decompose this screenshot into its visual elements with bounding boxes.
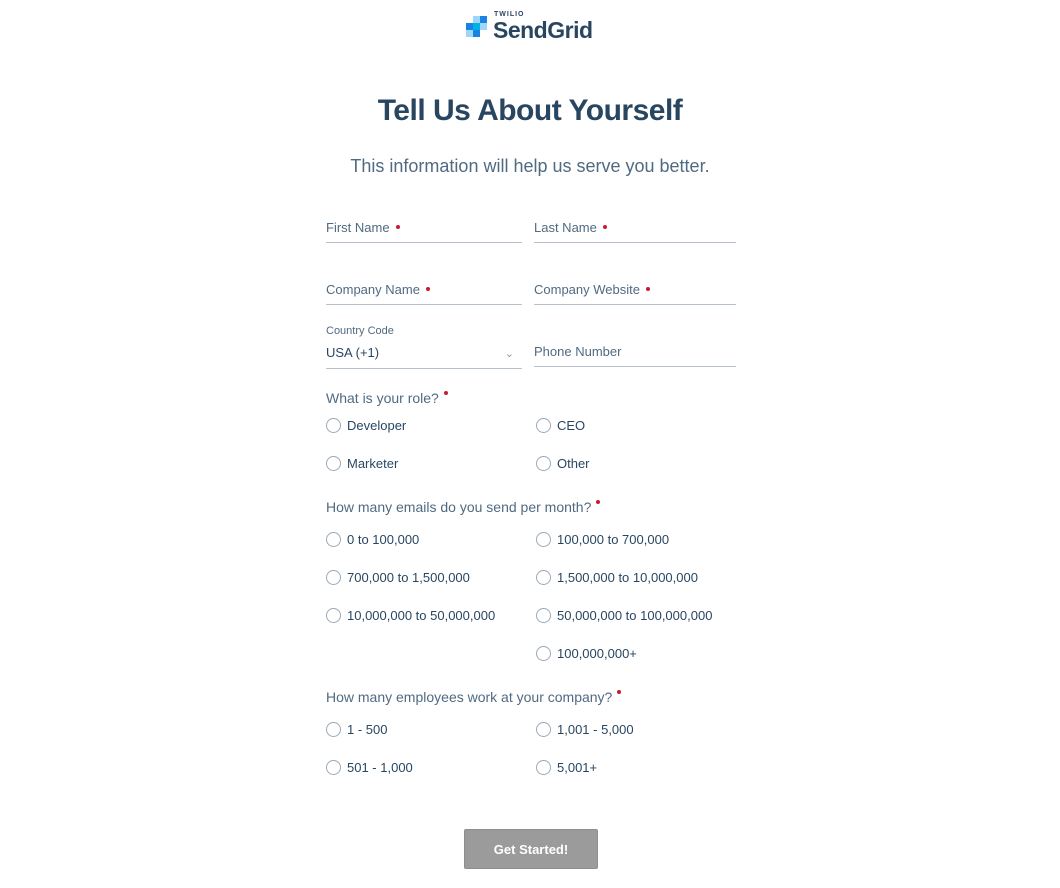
get-started-button[interactable]: Get Started! [464, 829, 598, 869]
required-indicator [646, 287, 650, 291]
radio-button[interactable] [326, 760, 341, 775]
radio-button[interactable] [536, 646, 551, 661]
role-option-ceo[interactable]: CEO [536, 416, 585, 434]
employees-option-1-500[interactable]: 1 - 500 [326, 720, 387, 738]
role-question: What is your role? [326, 390, 439, 406]
country-code-value: USA (+1) [326, 345, 380, 360]
required-indicator [444, 391, 448, 395]
employees-option-1001-5000[interactable]: 1,001 - 5,000 [536, 720, 634, 738]
company-name-field[interactable] [326, 276, 522, 305]
radio-button[interactable] [536, 608, 551, 623]
radio-button[interactable] [536, 418, 551, 433]
employees-question: How many employees work at your company? [326, 689, 613, 705]
page-subtitle: This information will help us serve you better. [350, 156, 710, 176]
first-name-label: First Name [326, 220, 390, 235]
emails-option-700k-1.5m[interactable]: 700,000 to 1,500,000 [326, 568, 470, 586]
sendgrid-logo-icon [466, 16, 488, 38]
radio-button[interactable] [536, 760, 551, 775]
radio-button[interactable] [536, 570, 551, 585]
company-website-field[interactable] [534, 276, 736, 305]
chevron-down-icon: ⌄ [504, 348, 514, 360]
country-code-label: Country Code [326, 325, 394, 337]
sendgrid-logo [466, 12, 598, 44]
last-name-label: Last Name [534, 220, 597, 235]
radio-button[interactable] [536, 722, 551, 737]
radio-button[interactable] [326, 608, 341, 623]
emails-option-100m-plus[interactable]: 100,000,000+ [536, 644, 637, 662]
logo-brand-text: SendGrid [493, 17, 593, 43]
role-option-other[interactable]: Other [536, 454, 590, 472]
logo-twilio-text: TWILIO [494, 11, 525, 18]
page-title: Tell Us About Yourself [377, 94, 683, 127]
country-code-select[interactable] [326, 325, 522, 369]
employees-option-501-1000[interactable]: 501 - 1,000 [326, 758, 413, 776]
radio-button[interactable] [326, 418, 341, 433]
employees-option-5001-plus[interactable]: 5,001+ [536, 758, 597, 776]
emails-option-10m-50m[interactable]: 10,000,000 to 50,000,000 [326, 606, 495, 624]
emails-option-100k-700k[interactable]: 100,000 to 700,000 [536, 530, 669, 548]
required-indicator [426, 287, 430, 291]
required-indicator [603, 225, 607, 229]
radio-button[interactable] [536, 456, 551, 471]
required-indicator [617, 690, 621, 694]
radio-button[interactable] [536, 532, 551, 547]
radio-button[interactable] [326, 456, 341, 471]
emails-question: How many emails do you send per month? [326, 499, 592, 515]
role-option-marketer[interactable]: Marketer [326, 454, 398, 472]
required-indicator [596, 500, 600, 504]
emails-option-0-100k[interactable]: 0 to 100,000 [326, 530, 419, 548]
company-website-label: Company Website [534, 282, 640, 297]
first-name-field[interactable] [326, 214, 522, 243]
radio-button[interactable] [326, 532, 341, 547]
required-indicator [396, 225, 400, 229]
emails-option-50m-100m[interactable]: 50,000,000 to 100,000,000 [536, 606, 712, 624]
phone-number-label: Phone Number [534, 344, 622, 359]
phone-number-field[interactable] [534, 338, 736, 367]
radio-button[interactable] [326, 722, 341, 737]
last-name-field[interactable] [534, 214, 736, 243]
radio-button[interactable] [326, 570, 341, 585]
emails-option-1.5m-10m[interactable]: 1,500,000 to 10,000,000 [536, 568, 698, 586]
role-option-developer[interactable]: Developer [326, 416, 406, 434]
company-name-label: Company Name [326, 282, 420, 297]
